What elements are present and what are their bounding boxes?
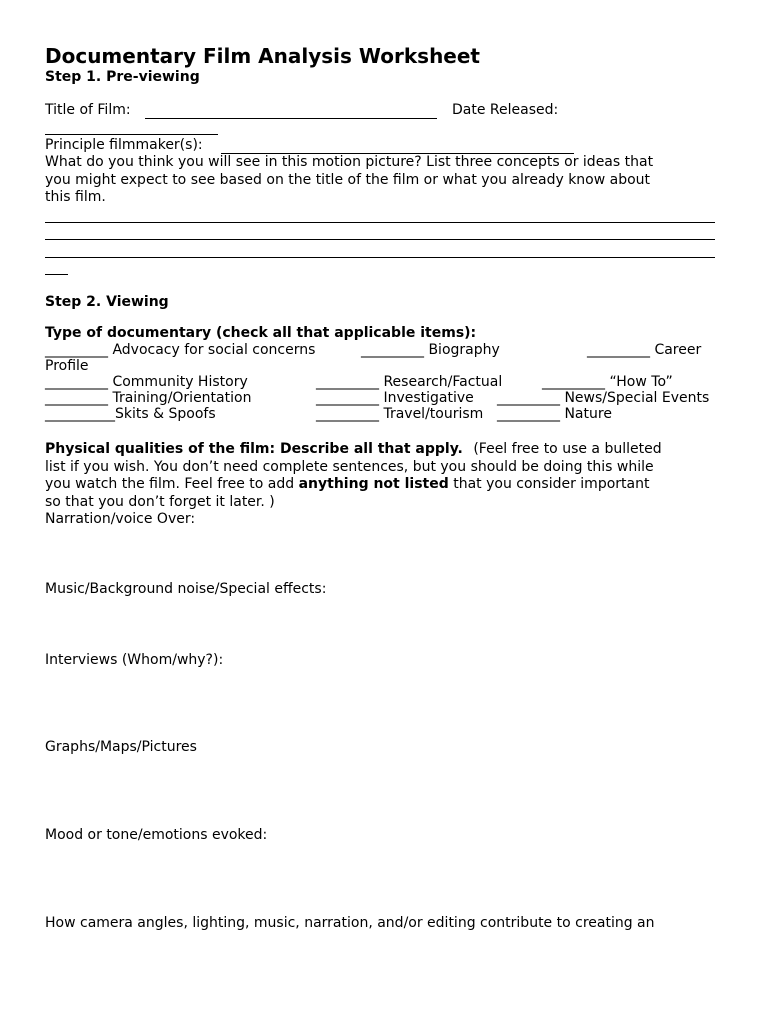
type-biography[interactable]: _________ Biography xyxy=(361,342,500,358)
documentary-type-heading: Type of documentary (check all that applicable items): xyxy=(45,325,477,341)
type-career[interactable]: _________ Career xyxy=(587,342,702,358)
camera-prompt: How camera angles, lighting, music, narration, and/or editing contribute to creating an xyxy=(45,915,655,931)
interviews-prompt: Interviews (Whom/why?): xyxy=(45,652,224,668)
type-how-to[interactable]: _________ “How To” xyxy=(542,374,673,390)
physical-qualities-line3 xyxy=(45,476,649,492)
type-nature[interactable]: _________ Nature xyxy=(497,406,612,422)
filmmaker-label: Principle filmmaker(s): xyxy=(45,137,203,153)
type-news-special-events[interactable]: _________ News/Special Events xyxy=(497,390,710,406)
mood-prompt: Mood or tone/emotions evoked: xyxy=(45,827,268,843)
title-of-film-label: Title of Film: xyxy=(45,102,131,118)
physical-qualities-line1-rest: (Feel free to use a bulleted xyxy=(473,441,662,457)
type-career-continued: Profile xyxy=(45,358,89,374)
anything-not-listed: anything not listed xyxy=(298,476,449,492)
physical-qualities-line3-a: you watch the film. Feel free to add xyxy=(45,476,299,492)
title-of-film-field[interactable] xyxy=(145,118,437,119)
type-training-orientation[interactable]: _________ Training/Orientation xyxy=(45,390,252,406)
narration-prompt: Narration/voice Over: xyxy=(45,511,196,527)
step1-heading: Step 1. Pre-viewing xyxy=(45,69,200,85)
answer-line-3[interactable] xyxy=(45,257,715,258)
worksheet-title: Documentary Film Analysis Worksheet xyxy=(45,44,480,68)
step2-heading: Step 2. Viewing xyxy=(45,294,169,310)
physical-qualities-line3-b: that you consider important xyxy=(448,476,650,492)
type-advocacy[interactable]: _________ Advocacy for social concerns xyxy=(45,342,316,358)
physical-qualities-line4: so that you don’t forget it later. ) xyxy=(45,494,275,510)
type-investigative[interactable]: _________ Investigative xyxy=(316,390,474,406)
type-skits-spoofs[interactable]: __________Skits & Spoofs xyxy=(45,406,216,422)
physical-qualities-line2: list if you wish. You don’t need complete sentences, but you should be doing this while xyxy=(45,459,654,475)
type-research-factual[interactable]: _________ Research/Factual xyxy=(316,374,503,390)
preview-question-line1: What do you think you will see in this motion picture? List three concepts or ideas that xyxy=(45,154,654,170)
type-travel-tourism[interactable]: _________ Travel/tourism xyxy=(316,406,484,422)
physical-qualities-lead: Physical qualities of the film: Describe all that apply. xyxy=(45,441,463,457)
graphs-prompt: Graphs/Maps/Pictures xyxy=(45,739,197,755)
preview-question-line2: you might expect to see based on the title of the film or what you already know about xyxy=(45,172,651,188)
answer-line-1[interactable] xyxy=(45,222,715,223)
answer-line-4[interactable] xyxy=(45,274,68,275)
date-released-label: Date Released: xyxy=(452,102,559,118)
preview-question-line3: this film. xyxy=(45,189,106,205)
music-prompt: Music/Background noise/Special effects: xyxy=(45,581,327,597)
type-community-history[interactable]: _________ Community History xyxy=(45,374,248,390)
physical-qualities-line1 xyxy=(45,441,662,457)
answer-line-2[interactable] xyxy=(45,239,715,240)
date-released-field[interactable] xyxy=(45,134,218,135)
